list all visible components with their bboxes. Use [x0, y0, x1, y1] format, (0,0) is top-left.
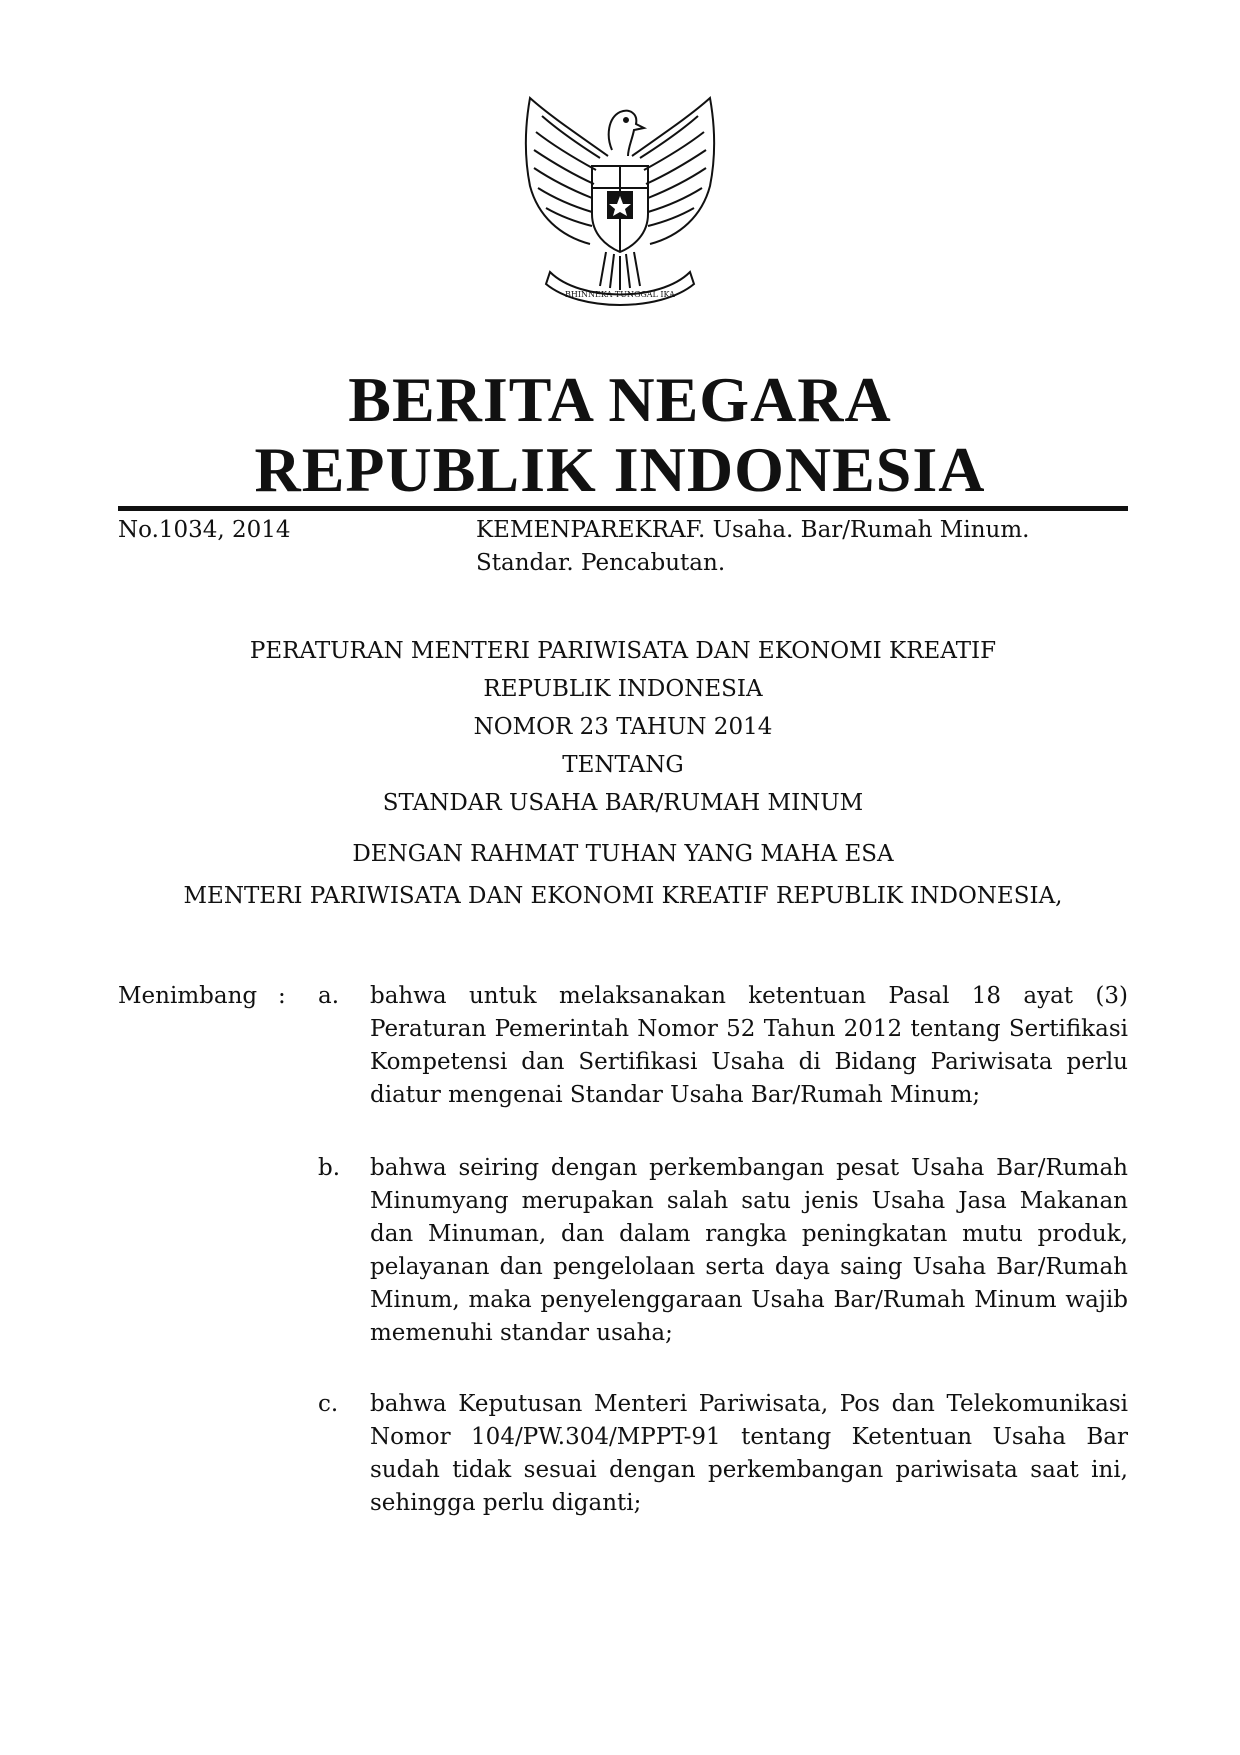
masthead-title: BERITA NEGARA — [348, 364, 892, 435]
consideration-text: bahwa Keputusan Menteri Pariwisata, Pos dan Telekomunikasi Nomor 104/PW.304/MPPT-91 tentang Ketentuan Usaha Bar sudah tidak sesuai dengan perkembangan pariwisata saat ini, sehingga perlu diganti; — [370, 1391, 1128, 1516]
preamble-line: MENTERI PARIWISATA DAN EKONOMI KREATIF REPUBLIK INDONESIA, — [183, 883, 1063, 909]
regulation-title-line: REPUBLIK INDONESIA — [483, 676, 763, 702]
issue-topics-line: Standar. Pencabutan. — [476, 550, 726, 576]
consideration-text: bahwa seiring dengan perkembangan pesat Usaha Bar/Rumah Minumyang merupakan salah satu jenis Usaha Jasa Makanan dan Minuman, dan dalam rangka peningkatan mutu produk, pelayanan dan pengelolaan serta daya saing Usaha Bar/Rumah Minum, maka penyelenggaraan Usaha Bar/Rumah Minum wajib memenuhi standar usaha; — [370, 1155, 1128, 1346]
regulation-about: TENTANG — [562, 752, 684, 778]
consideration-item — [318, 1388, 1128, 1520]
consideration-letter: a. — [318, 983, 340, 1009]
considerations-colon: : — [278, 983, 286, 1009]
masthead-divider — [118, 506, 1128, 511]
preamble-line: DENGAN RAHMAT TUHAN YANG MAHA ESA — [352, 841, 894, 867]
masthead-subtitle: REPUBLIK INDONESIA — [254, 434, 986, 505]
regulation-title — [118, 632, 1128, 822]
regulation-title-line: PERATURAN MENTERI PARIWISATA DAN EKONOMI KREATIF — [249, 638, 997, 664]
issue-topics — [476, 514, 1128, 580]
issue-topics-line: KEMENPAREKRAF. Usaha. Bar/Rumah Minum. — [476, 517, 1030, 543]
consideration-item — [318, 1152, 1128, 1350]
considerations-label: Menimbang — [118, 983, 258, 1009]
consideration-item — [318, 980, 1128, 1112]
issue-number: No.1034, 2014 — [118, 517, 291, 543]
regulation-number: NOMOR 23 TAHUN 2014 — [473, 714, 773, 740]
consideration-letter: b. — [318, 1155, 341, 1181]
preamble — [118, 835, 1128, 915]
consideration-text: bahwa untuk melaksanakan ketentuan Pasal 18 ayat (3) Peraturan Pemerintah Nomor 52 Tahun 2012 tentang Sertifikasi Kompetensi dan Sertifikasi Usaha di Bidang Pariwisata perlu diatur mengenai Standar Usaha Bar/Rumah Minum; — [370, 983, 1128, 1108]
regulation-subject: STANDAR USAHA BAR/RUMAH MINUM — [382, 790, 864, 816]
svg-text:BHINNEKA TUNGGAL IKA: BHINNEKA TUNGGAL IKA — [565, 290, 675, 299]
consideration-letter: c. — [318, 1391, 339, 1417]
garuda-emblem-icon — [520, 96, 720, 316]
